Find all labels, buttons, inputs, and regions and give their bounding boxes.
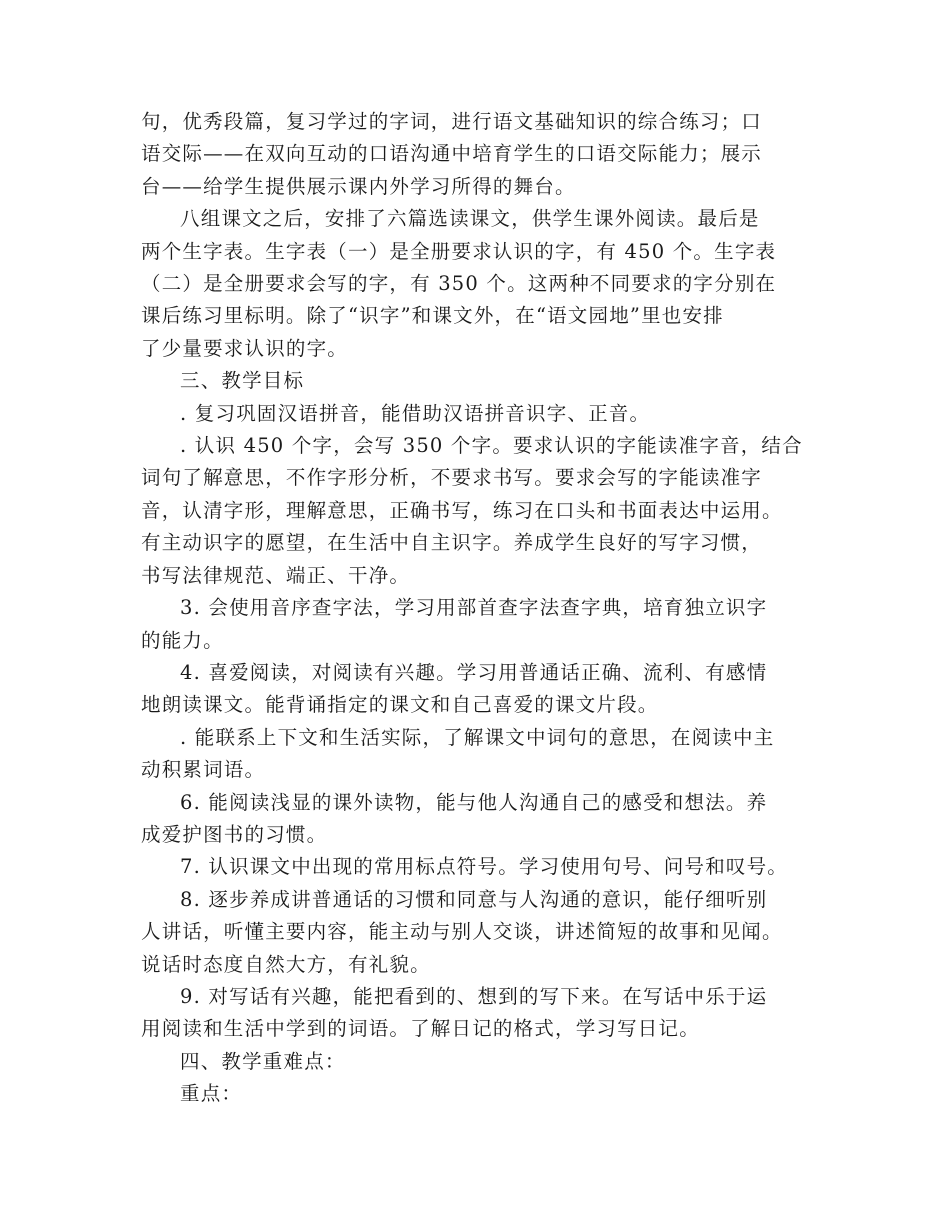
text-line: 动积累词语。 bbox=[141, 758, 266, 782]
text-line: 八组课文之后，安排了六篇选读课文，供学生课外阅读。最后是 bbox=[180, 207, 760, 231]
text-line: 两个生字表。生字表（一）是全册要求认识的字，有 450 个。生字表 bbox=[141, 239, 777, 263]
text-line: 成爱护图书的习惯。 bbox=[141, 822, 328, 846]
heading-line: 四、教学重难点： bbox=[180, 1049, 346, 1073]
text-line: 3. 会使用音序查字法，学习用部首查字法查字典，培育独立识字 bbox=[180, 596, 768, 620]
section-heading-teaching-goals bbox=[141, 365, 811, 397]
text-line: 7. 认识课文中出现的常用标点符号。学习使用句号、问号和叹号。 bbox=[180, 855, 789, 879]
text-line: 台——给学生提供展示课内外学习所得的舞台。 bbox=[141, 174, 576, 198]
text-line: 9. 对写话有兴趣，能把看到的、想到的写下来。在写话中乐于运 bbox=[180, 984, 768, 1008]
text-line: 课后练习里标明。除了“识字”和课文外，在“语文园地”里也安排 bbox=[141, 304, 724, 328]
text-line: 人讲话，听懂主要内容，能主动与别人交谈，讲述简短的故事和见闻。 bbox=[141, 920, 783, 944]
goal-item-5 bbox=[141, 722, 811, 787]
document-page bbox=[141, 106, 811, 1111]
text-line: 地朗读课文。能背诵指定的课文和自己喜爱的课文片段。 bbox=[141, 693, 659, 717]
section-heading-key-difficulties bbox=[141, 1046, 811, 1078]
text-line: 语交际——在双向互动的口语沟通中培育学生的口语交际能力；展示 bbox=[141, 142, 763, 166]
goal-item-4 bbox=[141, 657, 811, 722]
text-line: 6. 能阅读浅显的课外读物，能与他人沟通自己的感受和想法。养 bbox=[180, 790, 768, 814]
text-line: 音，认清字形，理解意思，正确书写，练习在口头和书面表达中运用。 bbox=[141, 498, 783, 522]
goal-item-6 bbox=[141, 787, 811, 852]
heading-line: 三、教学目标 bbox=[180, 369, 305, 393]
paragraph-2 bbox=[141, 203, 811, 365]
goal-item-1 bbox=[141, 398, 811, 430]
text-line: . 认识 450 个字，会写 350 个字。要求认识的字能读准字音，结合 bbox=[180, 434, 803, 458]
text-line: 书写法律规范、端正、干净。 bbox=[141, 563, 411, 587]
text-line: . 能联系上下文和生活实际，了解课文中词句的意思，在阅读中主 bbox=[180, 725, 775, 749]
text-line: 词句了解意思，不作字形分析，不要求书写。要求会写的字能读准字 bbox=[141, 466, 763, 490]
goal-item-2 bbox=[141, 430, 811, 592]
text-line: 说话时态度自然大方，有礼貌。 bbox=[141, 952, 431, 976]
text-line: 4. 喜爱阅读，对阅读有兴趣。学习用普通话正确、流利、有感情 bbox=[180, 660, 768, 684]
subheading-key-points bbox=[141, 1078, 811, 1110]
goal-item-8 bbox=[141, 884, 811, 981]
heading-line: 重点： bbox=[180, 1082, 243, 1106]
text-line: . 复习巩固汉语拼音，能借助汉语拼音识字、正音。 bbox=[180, 401, 651, 425]
text-line: 用阅读和生活中学到的词语。了解日记的格式，学习写日记。 bbox=[141, 1017, 700, 1041]
goal-item-7 bbox=[141, 851, 811, 883]
text-line: 8. 逐步养成讲普通话的习惯和同意与人沟通的意识，能仔细听别 bbox=[180, 887, 768, 911]
text-line: 了少量要求认识的字。 bbox=[141, 336, 349, 360]
goal-item-3 bbox=[141, 592, 811, 657]
text-line: 有主动识字的愿望，在生活中自主识字。养成学生良好的写字习惯， bbox=[141, 531, 763, 555]
text-line: 句，优秀段篇，复习学过的字词，进行语文基础知识的综合练习；口 bbox=[141, 110, 763, 133]
goal-item-9 bbox=[141, 981, 811, 1046]
text-line: （二）是全册要求会写的字，有 350 个。这两种不同要求的字分别在 bbox=[141, 272, 777, 296]
text-line: 的能力。 bbox=[141, 628, 224, 652]
paragraph-1 bbox=[141, 106, 811, 203]
